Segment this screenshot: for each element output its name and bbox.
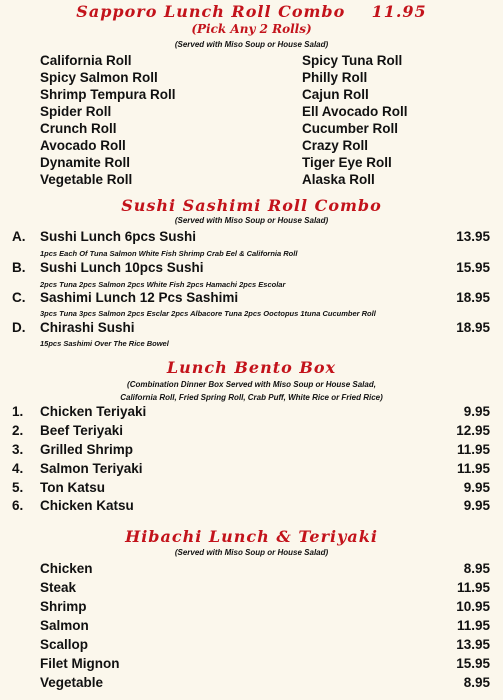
item-name: Chirashi Sushi xyxy=(40,320,135,335)
menu-row xyxy=(0,260,503,279)
item-price: 11.95 xyxy=(456,618,490,633)
item-price: 8.95 xyxy=(463,561,490,576)
item-description: 2pcs Tuna 2pcs Salmon 2pcs White Fish 2pcs Hamachi 2pcs Escolar xyxy=(40,280,286,289)
item-name: Salmon xyxy=(40,618,89,633)
item-name: Chicken xyxy=(40,561,93,576)
roll-combo-title-text: Sapporo Lunch Roll Combo xyxy=(76,2,346,21)
roll-item: Shrimp Tempura Roll xyxy=(40,87,176,102)
sushi-combo-title: Sushi Sashimi Roll Combo xyxy=(121,196,382,215)
roll-combo-note: (Served with Miso Soup or House Salad) xyxy=(174,40,329,49)
roll-item: California Roll xyxy=(40,53,132,68)
item-price: 13.95 xyxy=(456,637,490,652)
item-label: D. xyxy=(12,320,26,335)
hibachi-title: Hibachi Lunch & Teriyaki xyxy=(125,527,378,546)
roll-item: Philly Roll xyxy=(302,70,368,85)
menu-row xyxy=(0,498,503,517)
item-price: 18.95 xyxy=(456,290,490,305)
item-price: 13.95 xyxy=(456,229,490,244)
item-price: 18.95 xyxy=(456,320,490,335)
roll-item: Spicy Tuna Roll xyxy=(302,53,403,68)
item-label: 3. xyxy=(12,442,24,457)
right-roll-list xyxy=(302,52,408,188)
item-price: 8.95 xyxy=(463,675,490,690)
item-description: 3pcs Tuna 3pcs Salmon 2pcs Esclar 2pcs Albacore Tuna 2pcs Ooctopus 1tuna Cucumber Roll xyxy=(40,309,376,318)
menu-row xyxy=(0,423,503,442)
menu-row xyxy=(0,675,503,694)
item-label: 4. xyxy=(12,461,24,476)
roll-item: Dynamite Roll xyxy=(40,155,131,170)
item-label: B. xyxy=(12,260,26,275)
item-price: 9.95 xyxy=(463,480,490,495)
item-price: 9.95 xyxy=(463,404,490,419)
item-name: Beef Teriyaki xyxy=(40,423,124,438)
menu-row xyxy=(0,637,503,656)
menu-row xyxy=(0,618,503,637)
menu-row xyxy=(0,480,503,499)
menu-row xyxy=(0,320,503,339)
roll-combo-title xyxy=(0,2,503,21)
roll-combo-subtitle: (Pick Any 2 Rolls) xyxy=(191,22,312,36)
item-name: Scallop xyxy=(40,637,89,652)
item-label: 5. xyxy=(12,480,24,495)
bento-title: Lunch Bento Box xyxy=(166,358,337,377)
roll-item: Spicy Salmon Roll xyxy=(40,70,158,85)
left-roll-list xyxy=(40,52,176,188)
item-name: Sashimi Lunch 12 Pcs Sashimi xyxy=(40,290,239,305)
roll-item: Avocado Roll xyxy=(40,138,126,153)
item-price: 15.95 xyxy=(456,656,490,671)
item-label: A. xyxy=(12,229,26,244)
item-name: Chicken Katsu xyxy=(40,498,134,513)
sushi-combo-note: (Served with Miso Soup or House Salad) xyxy=(174,216,329,225)
menu-row xyxy=(0,229,503,248)
item-price: 11.95 xyxy=(456,461,490,476)
item-name: Grilled Shrimp xyxy=(40,442,134,457)
item-name: Sushi Lunch 10pcs Sushi xyxy=(40,260,204,275)
item-name: Steak xyxy=(40,580,77,595)
item-price: 11.95 xyxy=(456,580,490,595)
item-name: Chicken Teriyaki xyxy=(40,404,147,419)
bento-note-line1: (Combination Dinner Box Served with Miso Soup or House Salad, xyxy=(127,380,376,389)
roll-item: Vegetable Roll xyxy=(40,172,133,187)
item-name: Filet Mignon xyxy=(40,656,120,671)
menu-row xyxy=(0,599,503,618)
roll-item: Spider Roll xyxy=(40,104,112,119)
item-description: 15pcs Sashimi Over The Rice Bowel xyxy=(40,339,169,348)
menu-row xyxy=(0,580,503,599)
menu-row xyxy=(0,442,503,461)
item-label: 1. xyxy=(12,404,24,419)
item-price: 10.95 xyxy=(456,599,490,614)
item-label: 6. xyxy=(12,498,24,513)
menu-row xyxy=(0,290,503,309)
item-price: 9.95 xyxy=(463,498,490,513)
item-price: 11.95 xyxy=(456,442,490,457)
roll-item: Alaska Roll xyxy=(302,172,375,187)
roll-item: Crazy Roll xyxy=(302,138,369,153)
roll-item: Cucumber Roll xyxy=(302,121,399,136)
menu-row xyxy=(0,404,503,423)
roll-item: Ell Avocado Roll xyxy=(302,104,408,119)
item-label: 2. xyxy=(12,423,24,438)
item-name: Salmon Teriyaki xyxy=(40,461,143,476)
item-price: 12.95 xyxy=(456,423,490,438)
item-name: Vegetable xyxy=(40,675,104,690)
roll-item: Tiger Eye Roll xyxy=(302,155,392,170)
bento-note-line2: California Roll, Fried Spring Roll, Crab Puff, White Rice or Fried Rice) xyxy=(120,393,383,402)
roll-item: Cajun Roll xyxy=(302,87,369,102)
item-label: C. xyxy=(12,290,26,305)
item-price: 15.95 xyxy=(456,260,490,275)
hibachi-note: (Served with Miso Soup or House Salad) xyxy=(174,548,329,557)
item-name: Shrimp xyxy=(40,599,87,614)
menu-row xyxy=(0,561,503,580)
item-description: 1pcs Each Of Tuna Salmon White Fish Shrimp Crab Eel & California Roll xyxy=(40,249,298,258)
roll-item: Crunch Roll xyxy=(40,121,117,136)
menu-row xyxy=(0,461,503,480)
item-name: Sushi Lunch 6pcs Sushi xyxy=(40,229,197,244)
roll-combo-price: 11.95 xyxy=(371,2,427,21)
menu-row xyxy=(0,656,503,675)
item-name: Ton Katsu xyxy=(40,480,105,495)
